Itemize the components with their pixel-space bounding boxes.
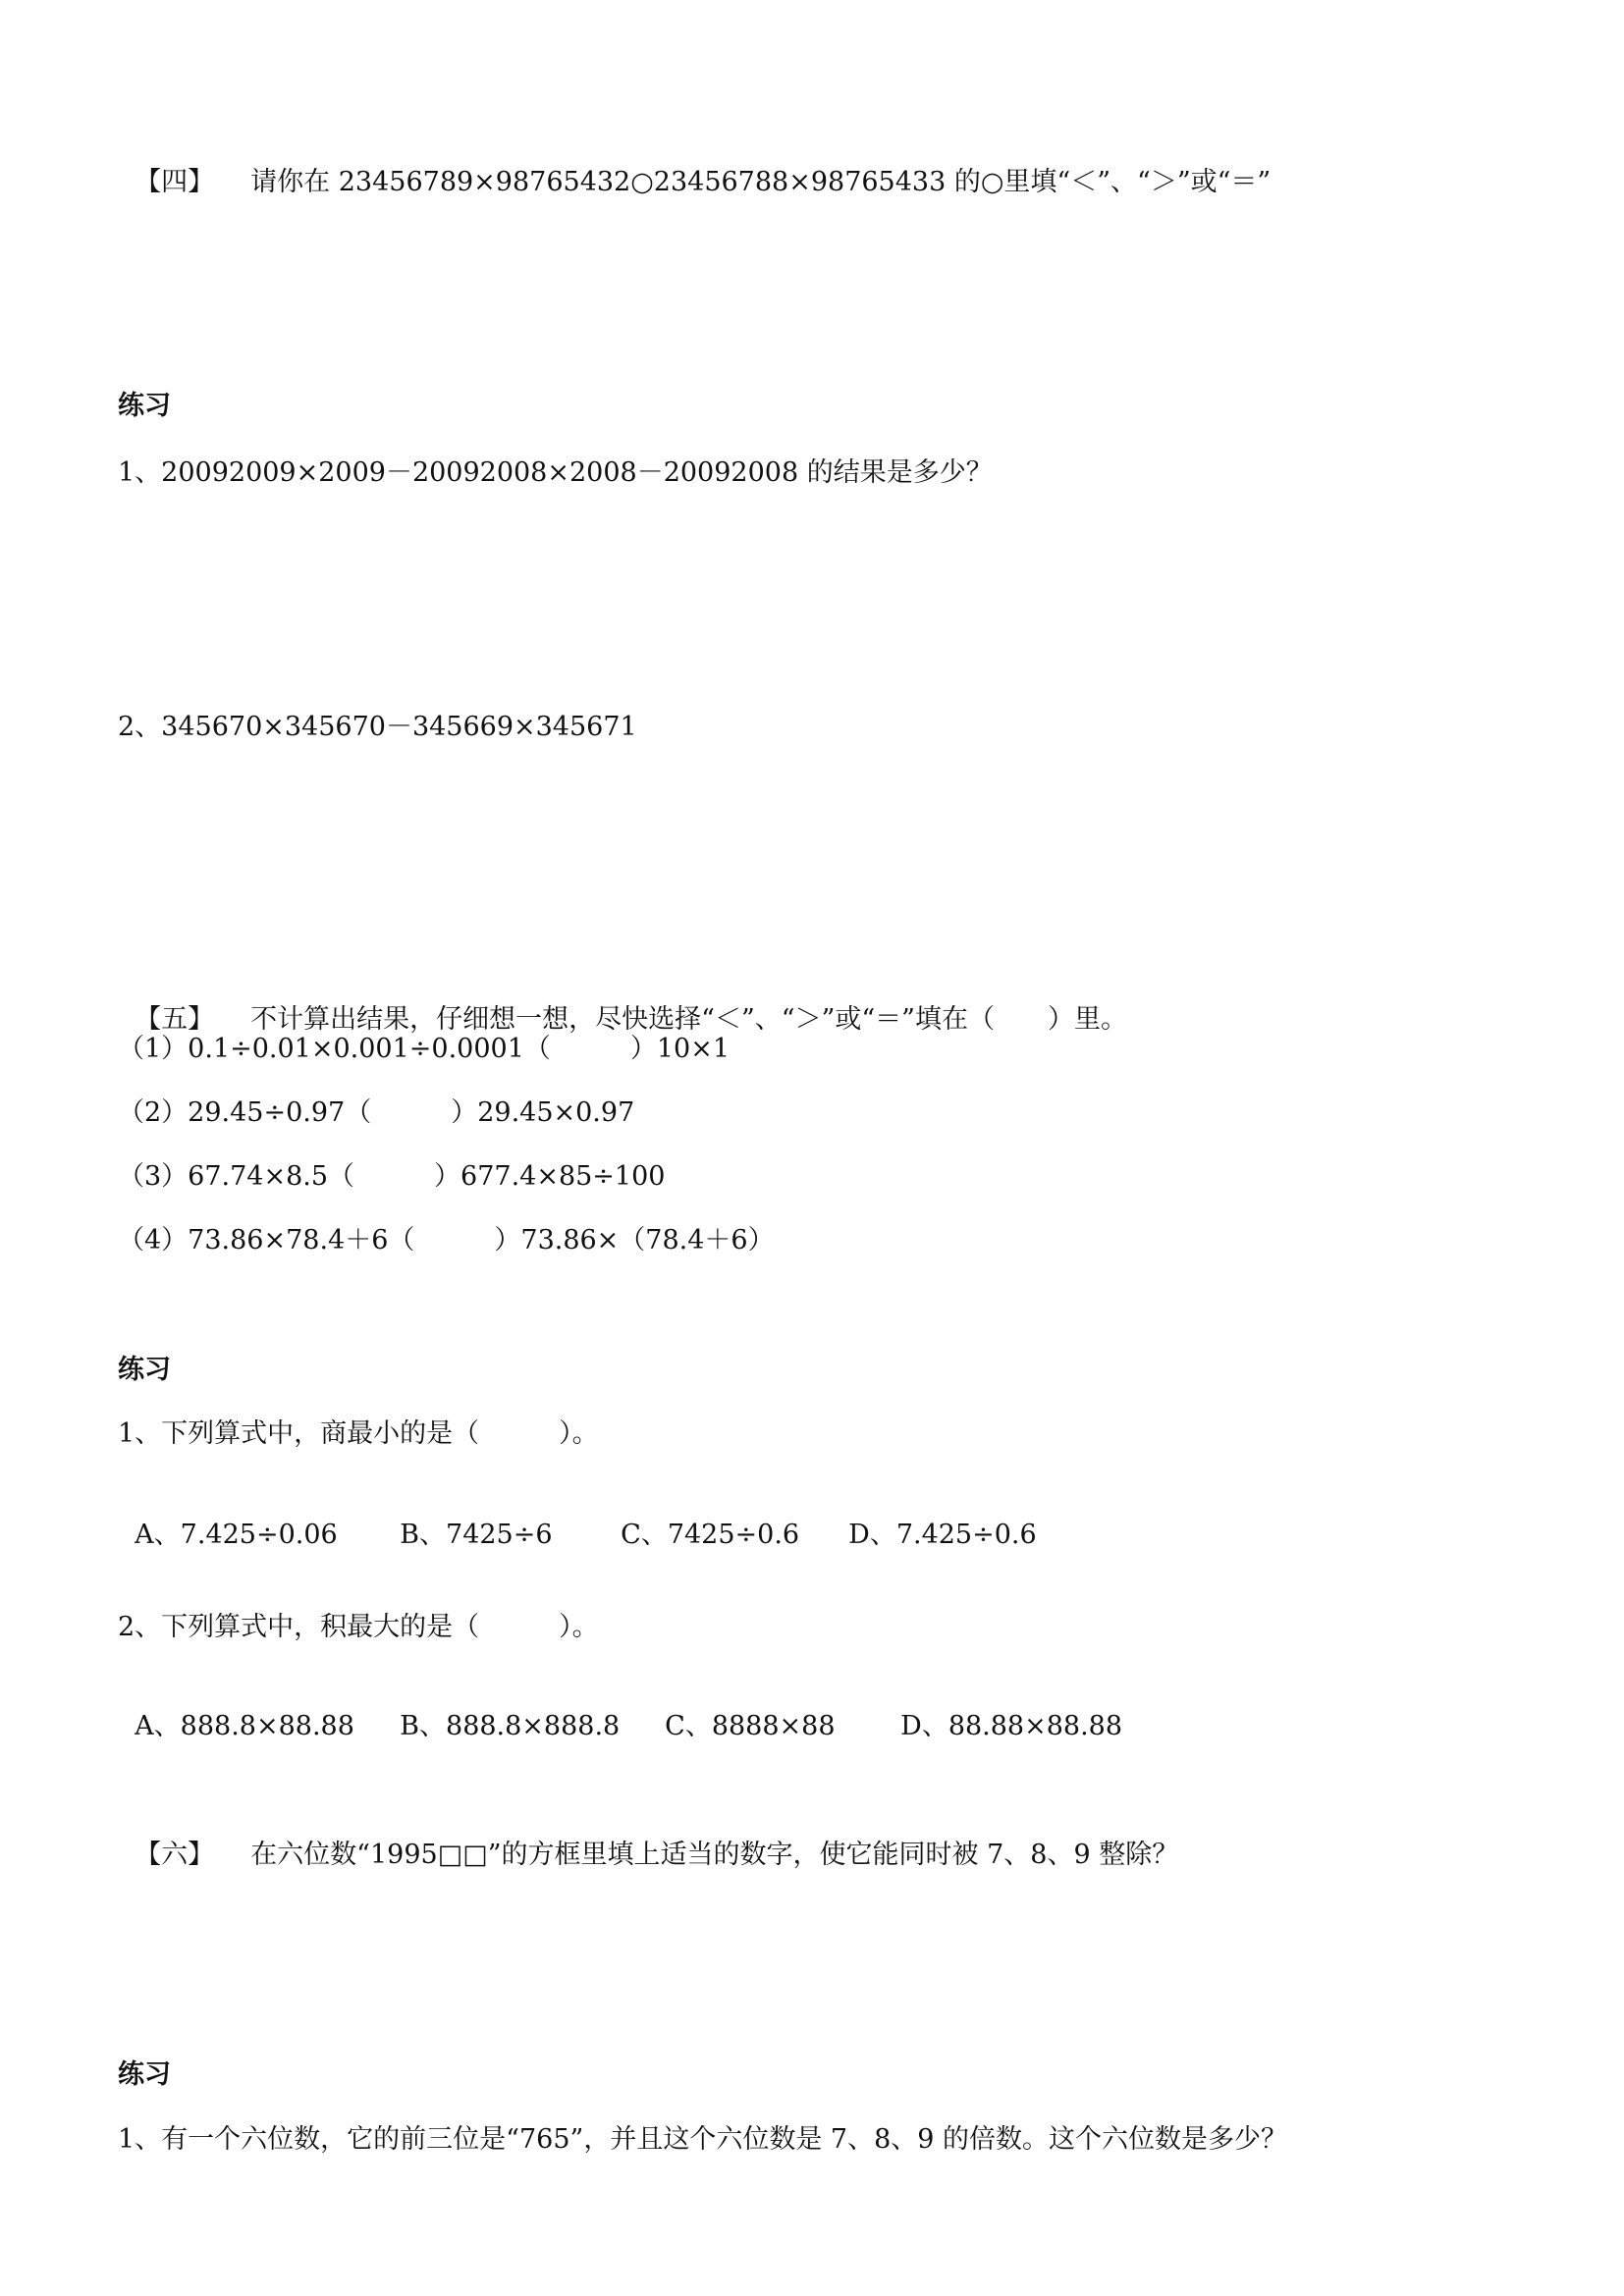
problem-four xyxy=(118,130,1271,200)
practice-five-q2: 2、下列算式中，积最大的是（ ）。 xyxy=(118,1612,599,1642)
practice-six-item-1: 1、有一个六位数，它的前三位是“765”，并且这个六位数是 7、8、9 的倍数。这个六位数是多少？ xyxy=(118,2124,1288,2155)
practice-five-q1: 1、下列算式中，商最小的是（ ）。 xyxy=(118,1418,599,1449)
problem-six xyxy=(118,1802,1178,1873)
option-a: A、7.425÷0.06 xyxy=(135,1520,338,1550)
practice-five-q1-options xyxy=(118,1482,1037,1553)
practice-five-q2-options xyxy=(118,1674,1122,1744)
option-d: D、7.425÷0.6 xyxy=(848,1520,1037,1550)
option-a: A、888.8×88.88 xyxy=(135,1711,354,1741)
practice-five-heading: 练习 xyxy=(118,1355,171,1385)
problem-five-item-1: （1）0.1÷0.01×0.001÷0.0001（ ）10×1 xyxy=(118,1034,731,1064)
option-b: B、888.8×888.8 xyxy=(400,1711,621,1741)
option-c: C、7425÷0.6 xyxy=(621,1520,800,1550)
option-d: D、88.88×88.88 xyxy=(900,1711,1123,1741)
problem-six-tag: 【六】 xyxy=(135,1840,215,1870)
practice-four-item-2: 2、345670×345670－345669×345671 xyxy=(118,712,637,742)
option-c: C、8888×88 xyxy=(665,1711,836,1741)
problem-four-tag: 【四】 xyxy=(135,167,215,197)
problem-six-text: 在六位数“1995□□”的方框里填上适当的数字，使它能同时被 7、8、9 整除？ xyxy=(250,1840,1179,1870)
problem-five-item-4: （4）73.86×78.4＋6（ ）73.86×（78.4＋6） xyxy=(118,1225,775,1255)
problem-five-text: 不计算出结果，仔细想一想，尽快选择“＜”、“＞”或“＝”填在（ ）里。 xyxy=(250,1004,1127,1035)
problem-five xyxy=(118,967,1127,1038)
practice-six-heading: 练习 xyxy=(118,2059,171,2090)
problem-five-item-2: （2）29.45÷0.97（ ）29.45×0.97 xyxy=(118,1097,635,1128)
problem-five-tag: 【五】 xyxy=(135,1004,215,1035)
problem-five-item-3: （3）67.74×8.5（ ）677.4×85÷100 xyxy=(118,1161,666,1192)
problem-four-text: 请你在 23456789×98765432○23456788×98765433 的○里填“＜”、“＞”或“＝” xyxy=(250,167,1272,197)
option-b: B、7425÷6 xyxy=(400,1520,553,1550)
practice-four-item-1: 1、20092009×2009－20092008×2008－20092008 的结果是多少？ xyxy=(118,457,993,488)
practice-four-heading: 练习 xyxy=(118,391,171,421)
